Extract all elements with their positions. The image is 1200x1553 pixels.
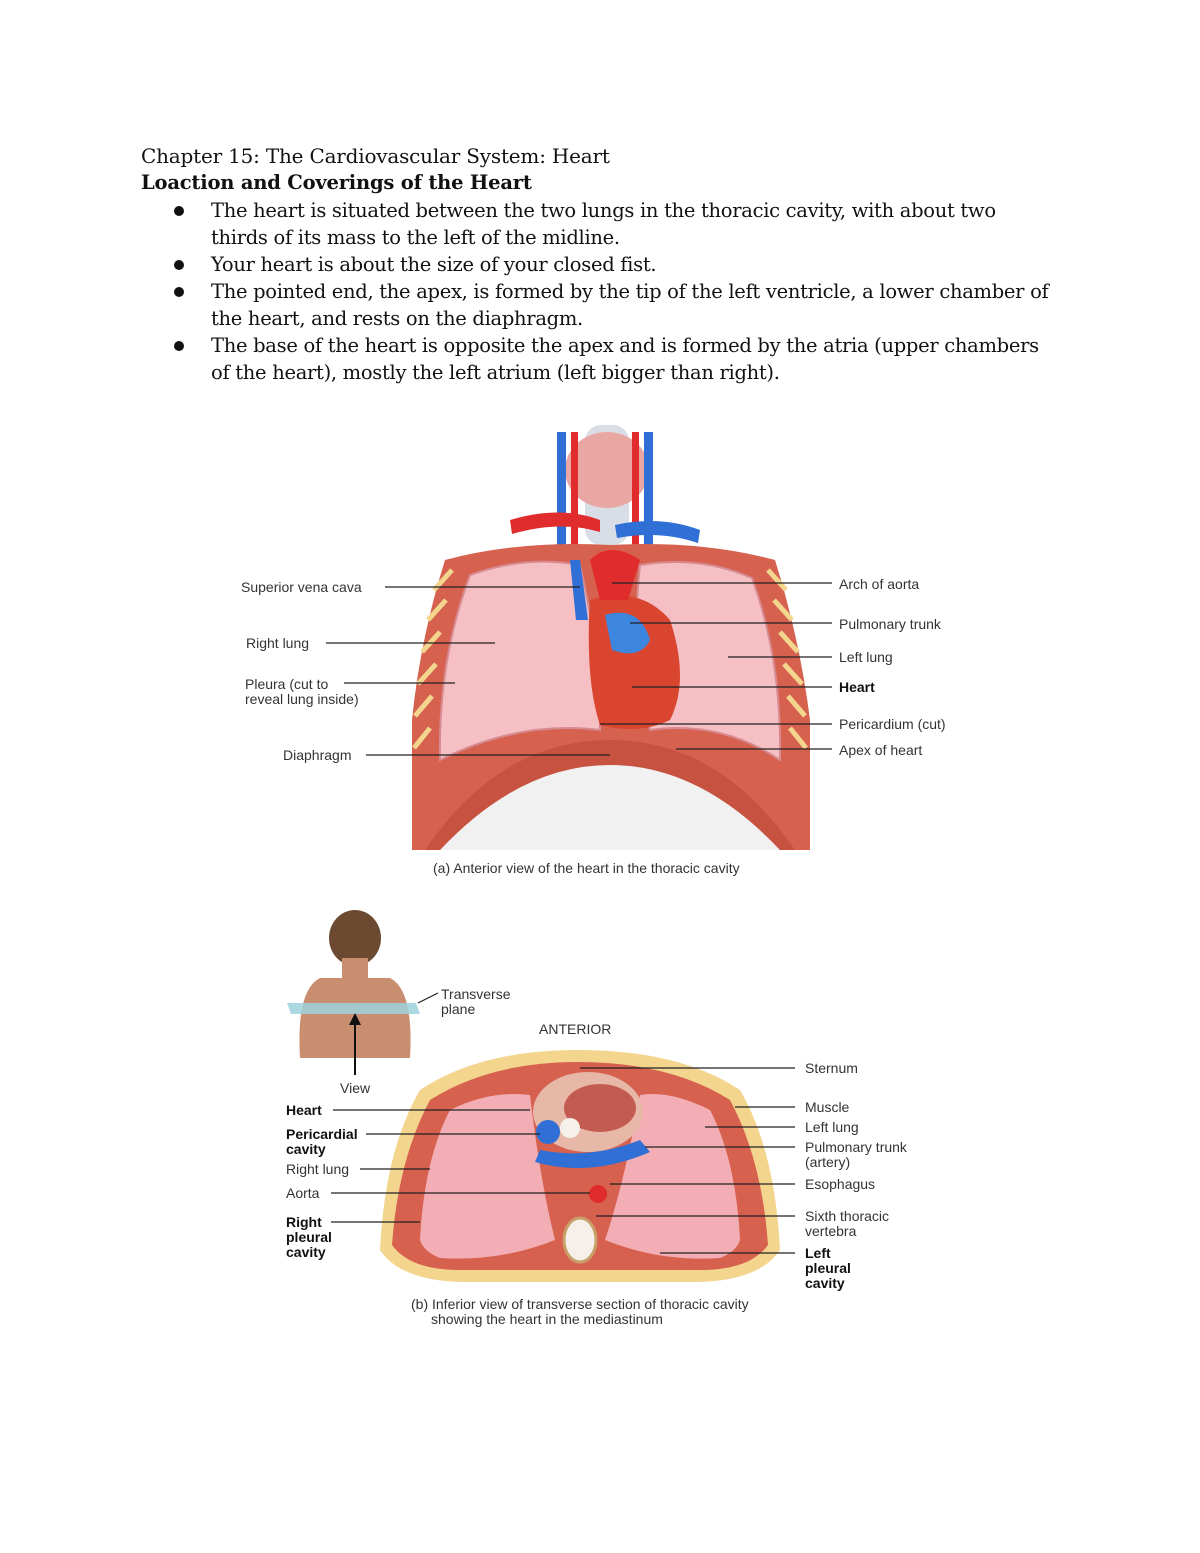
label-rpc-line2: pleural bbox=[286, 1229, 332, 1245]
bullet-item: The heart is situated between the two lungs in the thoracic cavity, with about two thirds of its mass to the left of the midline. bbox=[141, 197, 1051, 251]
label-transverse-line1: Transverse bbox=[441, 986, 511, 1002]
label-left-lung: Left lung bbox=[839, 649, 893, 665]
label-arch-of-aorta: Arch of aorta bbox=[839, 576, 920, 592]
vertebra-section bbox=[564, 1218, 596, 1262]
label-pericardial-line1: Pericardial bbox=[286, 1126, 358, 1142]
label-aorta: Aorta bbox=[286, 1185, 320, 1201]
bullet-item: The base of the heart is opposite the apex and is formed by the atria (upper chambers of the heart), mostly the left atrium (left bigger than right). bbox=[141, 332, 1051, 386]
aorta-section bbox=[589, 1185, 607, 1203]
label-pericardial-line2: cavity bbox=[286, 1141, 326, 1157]
label-stv-line2: vertebra bbox=[805, 1223, 857, 1239]
leader-line bbox=[418, 993, 438, 1003]
label-transverse-line2: plane bbox=[441, 1001, 476, 1017]
label-lpc-line1: Left bbox=[805, 1245, 831, 1261]
label-pleura-line2: reveal lung inside) bbox=[245, 691, 359, 707]
chapter-title: Chapter 15: The Cardiovascular System: Heart bbox=[141, 144, 610, 168]
label-rpc-line1: Right bbox=[286, 1214, 322, 1230]
label-lpc-line2: pleural bbox=[805, 1260, 851, 1276]
transverse-plane-illustration bbox=[287, 1003, 420, 1014]
label-stv-line1: Sixth thoracic bbox=[805, 1208, 890, 1224]
figure-b-caption-line1: (b) Inferior view of transverse section of thoracic cavity bbox=[411, 1296, 749, 1312]
label-view: View bbox=[340, 1080, 371, 1096]
label-heart: Heart bbox=[839, 679, 875, 695]
label-b-heart: Heart bbox=[286, 1102, 322, 1118]
figure-a-caption: (a) Anterior view of the heart in the thoracic cavity bbox=[433, 860, 740, 876]
label-anterior: ANTERIOR bbox=[539, 1021, 612, 1037]
neck-illustration bbox=[342, 958, 368, 978]
vena-cava-section bbox=[536, 1120, 560, 1144]
label-pt-line2: (artery) bbox=[805, 1154, 851, 1170]
label-sternum: Sternum bbox=[805, 1060, 858, 1076]
label-b-right-lung: Right lung bbox=[286, 1161, 350, 1177]
label-superior-vena-cava: Superior vena cava bbox=[241, 579, 362, 595]
label-pericardium: Pericardium (cut) bbox=[839, 716, 946, 732]
label-rpc-line3: cavity bbox=[286, 1244, 326, 1260]
label-muscle: Muscle bbox=[805, 1099, 850, 1115]
label-right-lung: Right lung bbox=[246, 635, 310, 651]
figure-b-caption-line2: showing the heart in the mediastinum bbox=[431, 1311, 663, 1327]
valve-section bbox=[560, 1118, 580, 1138]
label-diaphragm: Diaphragm bbox=[283, 747, 352, 763]
section-heading: Loaction and Coverings of the Heart bbox=[141, 171, 532, 194]
label-lpc-line3: cavity bbox=[805, 1275, 845, 1291]
label-esophagus: Esophagus bbox=[805, 1176, 876, 1192]
label-b-left-lung: Left lung bbox=[805, 1119, 859, 1135]
label-pt-line1: Pulmonary trunk bbox=[805, 1139, 907, 1155]
label-pleura-line1: Pleura (cut to bbox=[245, 676, 329, 692]
head-hair-illustration bbox=[329, 910, 381, 966]
bullet-item: Your heart is about the size of your closed fist. bbox=[141, 251, 1051, 278]
label-apex-of-heart: Apex of heart bbox=[839, 742, 923, 758]
label-pulmonary-trunk: Pulmonary trunk bbox=[839, 616, 941, 632]
bullet-item: The pointed end, the apex, is formed by the tip of the left ventricle, a lower chamber of the heart, and rests on the diaphragm. bbox=[141, 278, 1051, 332]
